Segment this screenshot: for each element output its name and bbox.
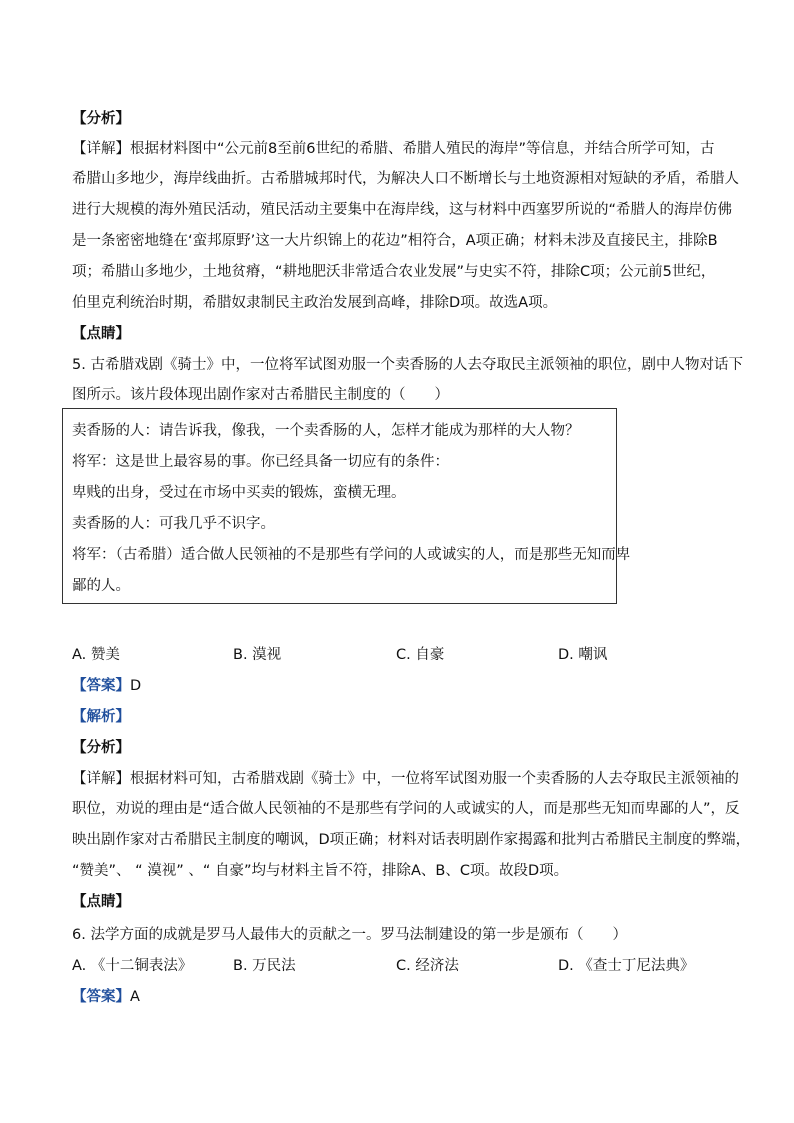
detail-line: 进行大规模的海外殖民活动，殖民活动主要集中在海岸线，这与材料中西塞罗所说的“希腊人的海岸仿佛 (72, 202, 733, 218)
option-d: D. 嘲讽 (558, 647, 608, 663)
answer-value: D (130, 678, 142, 694)
jiexi-heading: 【解析】 (72, 709, 130, 725)
answer-value: A (130, 989, 140, 1005)
detail-line: 是一条密密地缝在‘蛮邦原野’这一大片织锦上的花边”相符合，A项正确；材料未涉及直接民主，排除B (72, 233, 718, 249)
option-b: B. 万民法 (233, 958, 296, 974)
dialog-line: 卖香肠的人：可我几乎不识字。 (72, 516, 275, 532)
option-c: C. 自豪 (396, 647, 445, 663)
comment-heading: 【点睛】 (72, 894, 130, 910)
analysis-heading: 【分析】 (72, 111, 130, 127)
dialog-line: 卑贱的出身，受过在市场中买卖的锻炼，蛮横无理。 (72, 485, 406, 501)
detail-line: 项；希腊山多地少，土地贫瘠，“耕地肥沃非常适合农业发展”与史实不符，排除C项；公元前5世纪， (72, 264, 716, 280)
question-stem: 图所示。该片段体现出剧作家对古希腊民主制度的（ ） (72, 387, 449, 403)
detail-line: 【详解】根据材料图中“公元前8至前6世纪的希腊、希腊人殖民的海岸”等信息，并结合所学可知，古 (72, 141, 715, 157)
dialog-line: 将军：这是世上最容易的事。你已经具备一切应有的条件： (72, 454, 449, 470)
detail-line: 希腊山多地少，海岸线曲折。古希腊城邦时代，为解决人口不断增长与土地资源相对短缺的矛盾，希腊人 (72, 171, 739, 187)
answer-label: 【答案】 (72, 678, 130, 694)
option-d: D. 《查士丁尼法典》 (558, 958, 695, 974)
detail-line: 伯里克利统治时期，希腊奴隶制民主政治发展到高峰，排除D项。故选A项。 (72, 295, 558, 311)
dialog-line: 将军：（古希腊）适合做人民领袖的不是那些有学问的人或诚实的人，而是那些无知而卑 (72, 547, 631, 563)
option-b: B. 漠视 (233, 647, 282, 663)
dialog-box (62, 408, 631, 604)
dialog-line: 鄙的人。 (72, 578, 130, 594)
question-stem: 5. 古希腊戏剧《骑士》中，一位将军试图劝服一个卖香肠的人去夺取民主派领袖的职位，剧中人物对话下 (72, 357, 743, 373)
comment-heading: 【点睛】 (72, 326, 130, 342)
answer-line (72, 988, 732, 1006)
dialog-line: 卖香肠的人：请告诉我，像我，一个卖香肠的人，怎样才能成为那样的大人物？ (72, 423, 580, 439)
detail-line: 【详解】根据材料可知，古希腊戏剧《骑士》中，一位将军试图劝服一个卖香肠的人去夺取民主派领袖的 (72, 771, 739, 787)
option-a: A. 赞美 (72, 647, 120, 663)
analysis-heading: 【分析】 (72, 740, 130, 756)
answer-label: 【答案】 (72, 989, 130, 1005)
answer-line (72, 677, 732, 695)
option-c: C. 经济法 (396, 958, 459, 974)
detail-line: 职位，劝说的理由是“适合做人民领袖的不是那些有学问的人或诚实的人，而是那些无知而卑鄙的人”，反 (72, 801, 740, 817)
option-a: A. 《十二铜表法》 (72, 958, 193, 974)
detail-line: 映出剧作家对古希腊民主制度的嘲讽，D项正确；材料对话表明剧作家揭露和批判古希腊民主制度的弊端， (72, 832, 751, 848)
detail-line: “赞美”、 “ 漠视” 、“ 自豪”均与材料主旨不符，排除A、B、C项。故段D项。 (72, 863, 569, 879)
question-stem: 6. 法学方面的成就是罗马人最伟大的贡献之一。罗马法制建设的第一步是颁布（ ） (72, 927, 627, 943)
